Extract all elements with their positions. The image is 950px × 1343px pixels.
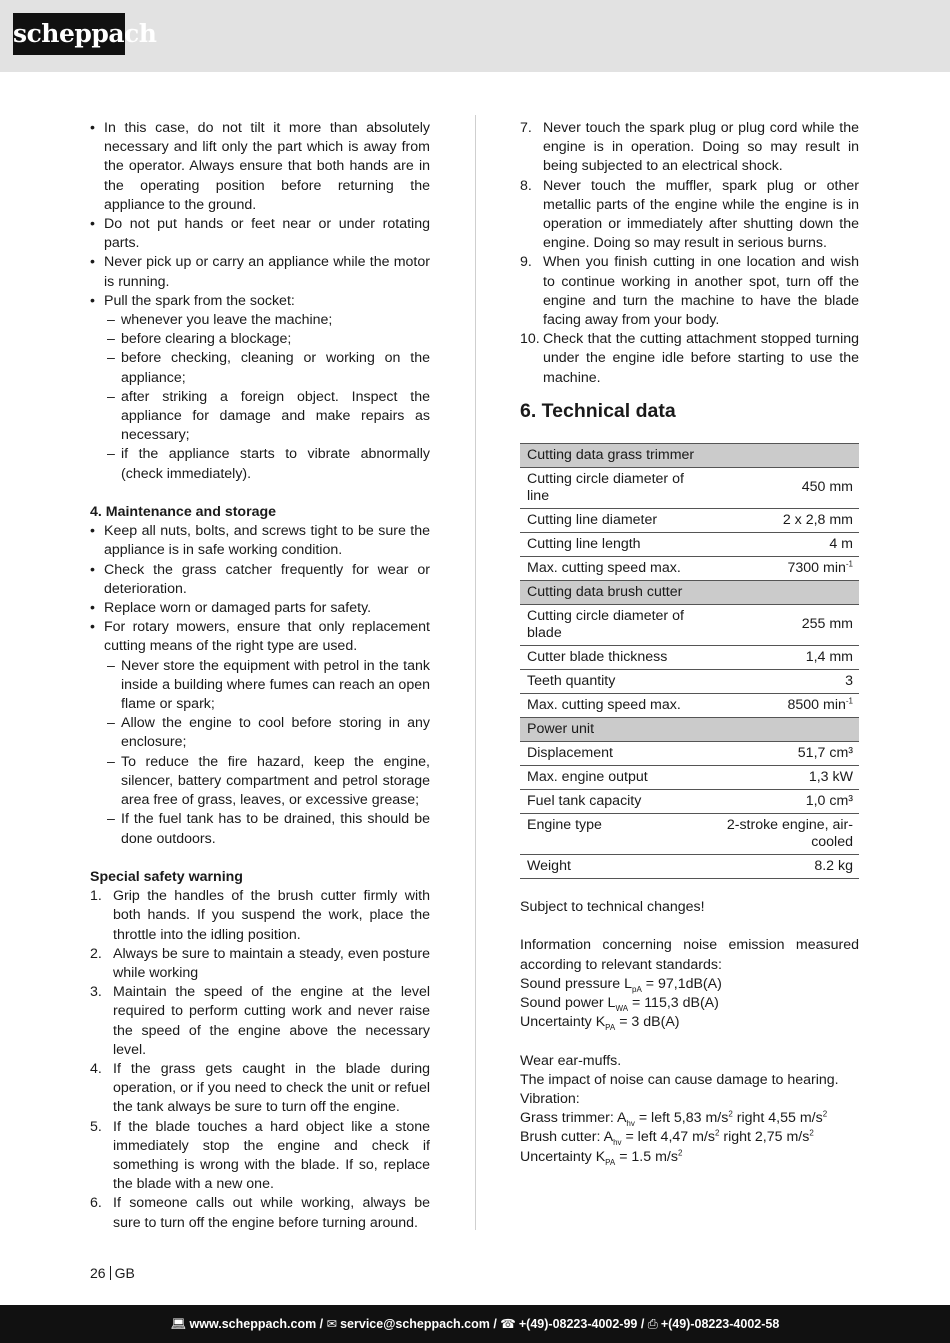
column-divider <box>475 115 476 1230</box>
mail-icon: ✉︎ <box>326 1317 338 1331</box>
sound-pressure: Sound pressure $L_{pA} = 97,1dB(A)$ <box>520 975 722 994</box>
vibration-label: Vibration: <box>520 1091 580 1108</box>
sub-list-item: – Allow the engine to cool before storing in any enclosure; <box>90 714 430 752</box>
table-row: Max. cutting speed max. 8500 $\min^{-1}$ <box>520 693 859 717</box>
numbered-item: 8. Never touch the muffler, spark plug or other metallic parts of the engine while the engine is in operation or immediately after shutting down the engine. Doing so may result in serious burns. <box>520 177 859 252</box>
sub-list-item: – Never store the equipment with petrol in the tank inside a building where fumes can reach an open flame or spark; <box>90 657 430 715</box>
table-row: Teeth quantity 3 <box>520 669 859 693</box>
table-section-row: Cutting data grass trimmer <box>520 443 859 467</box>
sub-list-item: – To reduce the fire hazard, keep the engine, silencer, battery compartment and petrol storage area free of grass, leaves, or excessive grease; <box>90 753 430 811</box>
section-heading-special-warning: Special safety warning <box>90 868 243 885</box>
technical-data-table <box>520 443 859 879</box>
table-row: Cutting line diameter 2 x 2,8 mm <box>520 508 859 532</box>
table-row: Fuel tank capacity 1,0 cm³ <box>520 789 859 813</box>
noise-intro: Information concerning noise emission measured according to relevant standards: <box>520 937 859 973</box>
page-number-separator <box>110 1266 111 1280</box>
hearing-note: The impact of noise can cause damage to hearing. <box>520 1071 839 1088</box>
table-row: Cutter blade thickness 1,4 mm <box>520 645 859 669</box>
right-column <box>520 119 859 1167</box>
table-row: Max. engine output 1,3 kW <box>520 765 859 789</box>
table-section-row: Power unit <box>520 717 859 741</box>
vibration-brush-cutter: Brush cutter: $A_{hv}$ = left 4,47 $m/s^2$ right 2,75 $m/s^2$ <box>520 1128 814 1148</box>
list-item: • Pull the spark from the socket: <box>90 292 430 311</box>
email-link[interactable]: service@scheppach.com <box>340 1317 490 1331</box>
numbered-item: 5. If the blade touches a hard object like a stone immediately stop the engine and check if something is wrong with the blade. If so, replace the blade with a new one. <box>90 1118 430 1193</box>
table-row: Max. cutting speed max. 7300 $\min^{-1}$ <box>520 556 859 580</box>
phone-number: +(49)-08223-4002-99 <box>518 1317 638 1331</box>
website-link[interactable]: www.scheppach.com <box>189 1317 317 1331</box>
numbered-item: 6. If someone calls out while working, always be sure to turn off the engine before turning around. <box>90 1195 430 1231</box>
sub-list-item: – If the fuel tank has to be drained, this should be done outdoors. <box>90 810 430 848</box>
numbered-item: 7. Never touch the spark plug or plug cord while the engine is in operation. Doing so may result in being subjected to an electrical shock. <box>520 120 859 175</box>
fax-number: +(49)-08223-4002-58 <box>660 1317 780 1331</box>
computer-icon: 💻︎ <box>170 1317 187 1331</box>
ear-muffs-note: Wear ear-muffs. <box>520 1052 622 1069</box>
numbered-item: 1. Grip the handles of the brush cutter firmly with both hands. If you suspend the work, place the throttle into the idling position. <box>90 888 430 943</box>
vibration-grass-trimmer: Grass trimmer: $A_{hv}$ = left 5,83 $m/s^2$ right 4,55 $m/s^2$ <box>520 1109 828 1129</box>
brand-logo: scheppach <box>13 13 125 55</box>
list-item: • Never pick up or carry an appliance while the motor is running. <box>90 253 430 291</box>
numbered-item: 10. Check that the cutting attachment stopped turning under the engine idle before starting to use the machine. <box>520 331 859 386</box>
sub-list-item: – after striking a foreign object. Inspect the appliance for damage and make repairs as necessary; <box>90 388 430 446</box>
left-column <box>90 119 430 1233</box>
phone-icon: ☎︎ <box>500 1317 516 1331</box>
fax-icon: ⎙ <box>647 1317 658 1331</box>
table-row: Displacement 51,7 cm³ <box>520 741 859 765</box>
table-row: Cutting circle diameter of blade 255 mm <box>520 604 859 645</box>
uncertainty-noise: Uncertainty $K_{PA} = 3$ dB(A) <box>520 1014 680 1033</box>
sub-list-item: – before clearing a blockage; <box>90 330 430 349</box>
page-number: 26 GB <box>90 1265 135 1281</box>
section-heading-maintenance: 4. Maintenance and storage <box>90 504 277 521</box>
numbered-item: 3. Maintain the speed of the engine at the level required to perform cutting work and never raise the speed of the engine above the necessary level. <box>90 984 430 1058</box>
table-row: Cutting circle diameter of line 450 mm <box>520 467 859 508</box>
table-row: Weight 8.2 kg <box>520 854 859 878</box>
sound-power: Sound power $L_{WA} = 115,3$ dB(A) <box>520 995 719 1013</box>
list-item: • In this case, do not tilt it more than absolutely necessary and lift only the part which is away from the operator. Always ensure that both hands are in the operating position before returning the appliance to the ground. <box>90 119 430 215</box>
sub-list-item: – if the appliance starts to vibrate abnormally (check immediately). <box>90 445 430 483</box>
section-heading-technical-data: 6. Technical data <box>520 399 676 422</box>
list-item: • For rotary mowers, ensure that only replacement cutting means of the right type are used. <box>90 618 430 656</box>
table-row: Engine type 2-stroke engine, air-cooled <box>520 813 859 854</box>
numbered-item: 4. If the grass gets caught in the blade during operation, or if you need to check the unit or refuel the tank always be sure to turn off the engine. <box>90 1060 430 1116</box>
table-section-row: Cutting data brush cutter <box>520 580 859 604</box>
page-footer: 💻︎ www.scheppach.com / ✉︎ service@scheppach.com / ☎︎ +(49)-08223-4002-99 / ⎙ +(49)-08223-4002-58 <box>0 1305 950 1343</box>
sub-list-item: – before checking, cleaning or working on the appliance; <box>90 349 430 387</box>
note-text: Subject to technical changes! <box>520 899 705 916</box>
list-item: • Do not put hands or feet near or under rotating parts. <box>90 215 430 253</box>
page-header <box>0 0 950 72</box>
numbered-item: 2. Always be sure to maintain a steady, even posture while working <box>90 945 430 981</box>
sub-list-item: – whenever you leave the machine; <box>90 311 430 330</box>
numbered-item: 9. When you finish cutting in one location and wish to continue working in another spot, turn off the engine and turn the machine to have the blade facing away from your body. <box>520 254 859 329</box>
list-item: • Keep all nuts, bolts, and screws tight to be sure the appliance is in safe working condition. <box>90 522 430 560</box>
uncertainty-vibration: Uncertainty $K_{PA} = 1.5$ $m/s^2$ <box>520 1147 683 1167</box>
table-row: Cutting line length 4 m <box>520 532 859 556</box>
list-item: • Replace worn or damaged parts for safety. <box>90 599 430 618</box>
list-item: • Check the grass catcher frequently for wear or deterioration. <box>90 561 430 599</box>
